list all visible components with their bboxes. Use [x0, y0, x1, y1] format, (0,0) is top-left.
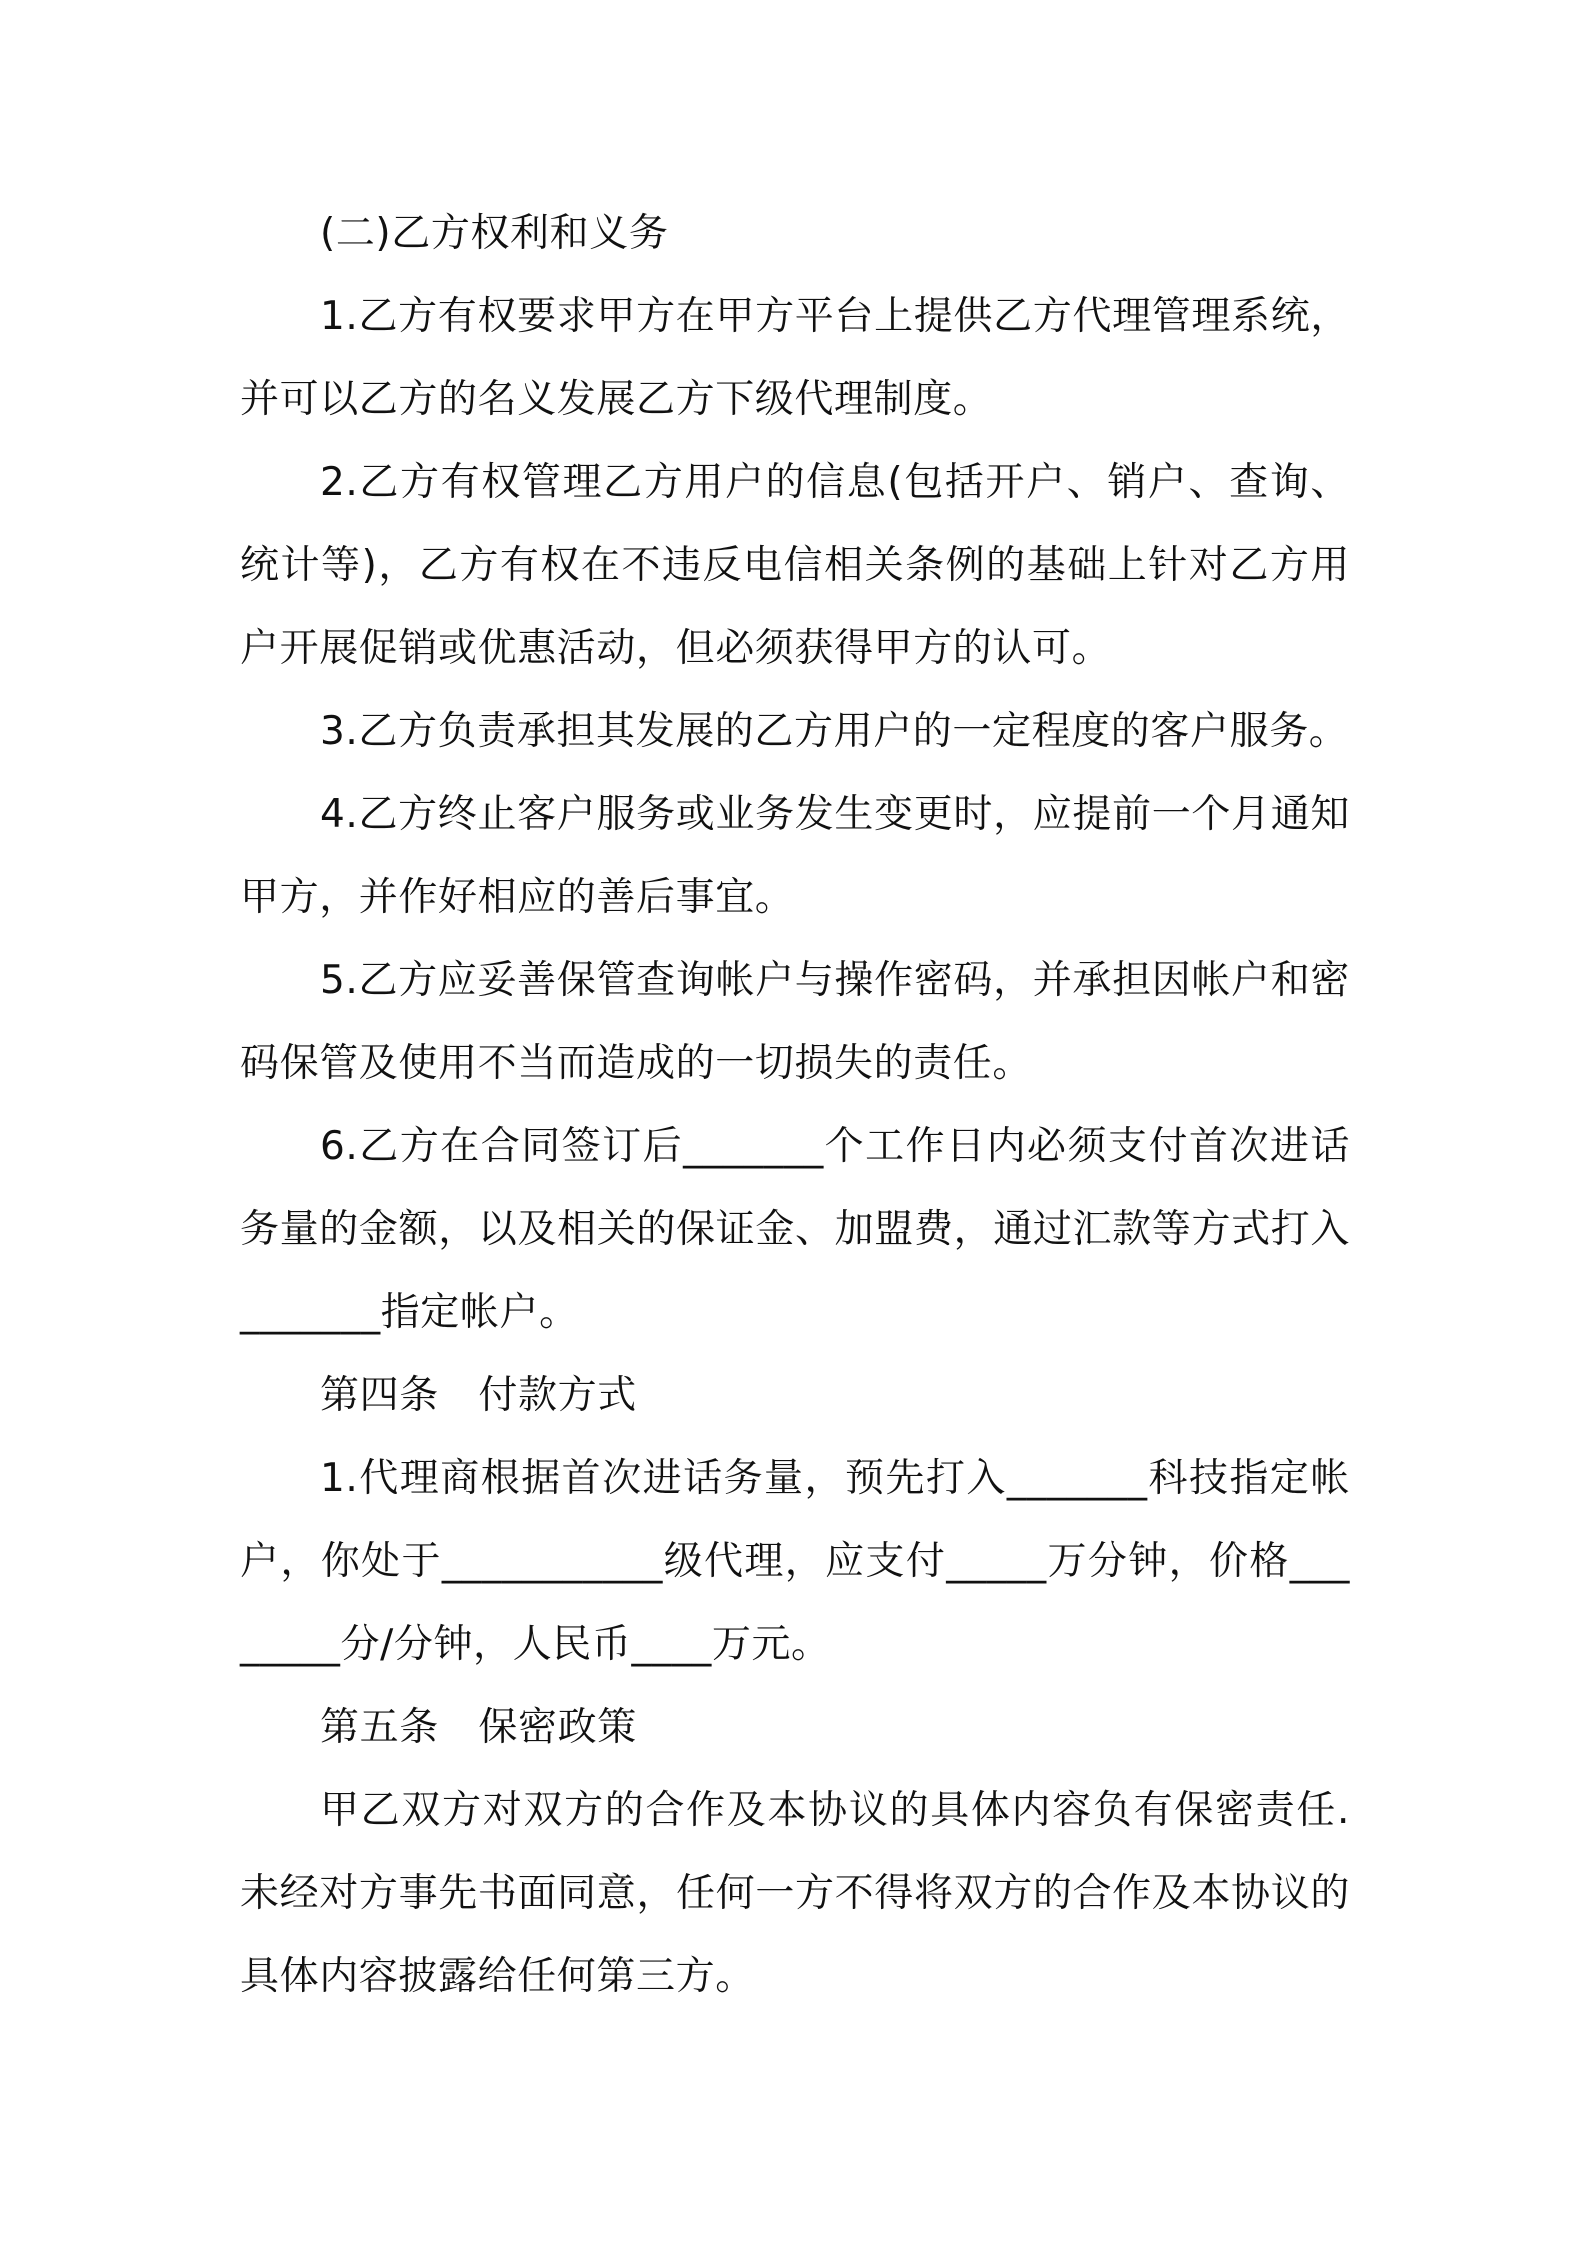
clause-4-service-termination: 4.乙方终止客户服务或业务发生变更时，应提前一个月通知甲方，并作好相应的善后事宜。 — [240, 792, 1350, 920]
clause-6-first-payment: 6.乙方在合同签订后_______个工作日内必须支付首次进话务量的金额，以及相关的保证金、加盟费，通过汇款等方式打入_______指定帐户。 — [240, 1124, 1350, 1335]
section-heading-party-b-rights: (二)乙方权利和义务 — [320, 211, 669, 256]
document-body — [240, 192, 1350, 2018]
article-5-confidentiality-text: 甲乙双方对双方的合作及本协议的具体内容负有保密责任.未经对方事先书面同意，任何一方不得将双方的合作及本协议的具体内容披露给任何第三方。 — [240, 1788, 1350, 1999]
clause-3-customer-service: 3.乙方负责承担其发展的乙方用户的一定程度的客户服务。 — [320, 709, 1349, 754]
clause-2-user-management: 2.乙方有权管理乙方用户的信息(包括开户、销户、查询、统计等)，乙方有权在不违反电信相关条例的基础上针对乙方用户开展促销或优惠活动，但必须获得甲方的认可。 — [240, 460, 1350, 671]
clause-1-agent-system: 1.乙方有权要求甲方在甲方平台上提供乙方代理管理系统，并可以乙方的名义发展乙方下级代理制度。 — [240, 294, 1350, 422]
clause-5-account-security: 5.乙方应妥善保管查询帐户与操作密码，并承担因帐户和密码保管及使用不当而造成的一切损失的责任。 — [240, 958, 1350, 1086]
article-4-heading-payment-method: 第四条 付款方式 — [320, 1373, 637, 1418]
article-5-heading-confidentiality: 第五条 保密政策 — [320, 1705, 637, 1750]
article-4-clause-1-prepayment: 1.代理商根据首次进话务量，预先打入_______科技指定帐户，你处于___________级代理，应支付_____万分钟，价格________分/分钟，人民币____万元。 — [240, 1456, 1350, 1667]
